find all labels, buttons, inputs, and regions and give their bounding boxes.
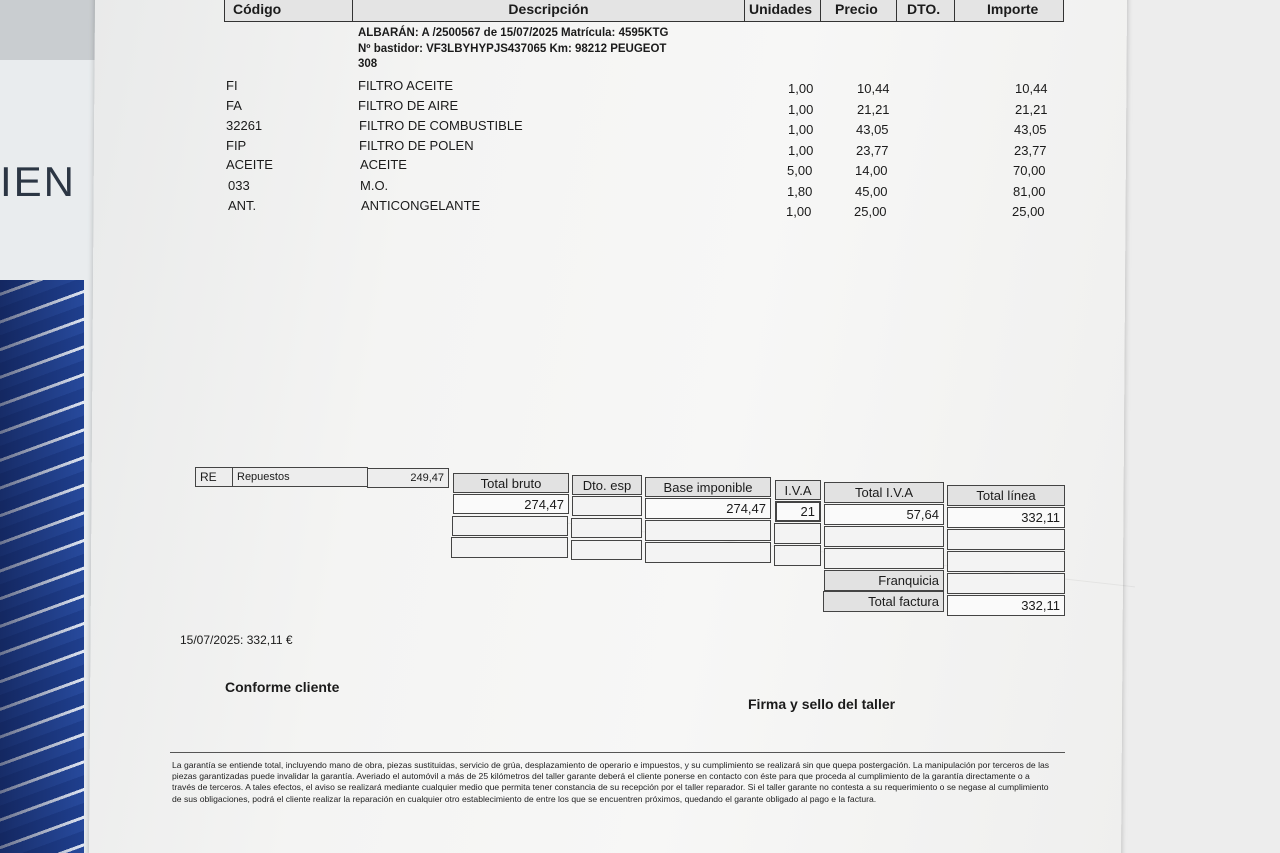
item-description: ACEITE	[360, 157, 407, 172]
items-header	[224, 0, 1064, 22]
header-descripcion: Descripción	[353, 0, 745, 21]
franquicia-label: Franquicia	[824, 570, 944, 591]
re-value: 249,47	[367, 468, 449, 488]
workshop-signature-label: Firma y sello del taller	[748, 696, 896, 712]
item-code: FI	[226, 78, 238, 93]
item-amount: 10,44	[1015, 81, 1048, 96]
iva-empty-1	[774, 523, 821, 544]
item-description: M.O.	[360, 178, 389, 193]
base-empty-2	[645, 542, 771, 563]
item-description: FILTRO DE COMBUSTIBLE	[359, 118, 523, 133]
total-factura-label: Total factura	[823, 591, 944, 612]
total-linea-value: 332,11	[947, 507, 1065, 528]
total-linea-empty-1	[947, 529, 1065, 550]
item-amount: 70,00	[1013, 163, 1046, 178]
item-description: FILTRO DE POLEN	[359, 138, 474, 153]
dto-esp-empty-2	[571, 540, 642, 560]
base-imponible-value: 274,47	[645, 498, 771, 519]
item-code: 32261	[226, 118, 263, 133]
item-price: 45,00	[855, 184, 888, 199]
total-iva-empty-1	[824, 526, 944, 547]
legal-divider	[170, 752, 1065, 753]
background-left-top	[0, 0, 96, 60]
header-precio: Precio	[821, 0, 897, 21]
item-units: 1,00	[788, 122, 814, 137]
item-amount: 25,00	[1012, 204, 1045, 219]
base-imponible-header: Base imponible	[645, 477, 771, 497]
dto-esp-empty-1	[571, 518, 642, 538]
re-label: Repuestos	[232, 467, 368, 487]
item-code: 033	[228, 178, 250, 193]
item-units: 1,00	[788, 143, 814, 158]
dto-esp-value	[572, 496, 642, 516]
item-code: FIP	[226, 138, 247, 153]
item-amount: 23,77	[1014, 143, 1047, 158]
item-description: ANTICONGELANTE	[361, 198, 481, 213]
background-right-object	[1110, 0, 1280, 853]
albaran-line-2: Nº bastidor: VF3LBYHYPJS437065 Km: 98212 PEUGEOT	[358, 42, 667, 55]
item-code: FA	[226, 98, 242, 113]
total-iva-empty-2	[824, 548, 944, 569]
header-dto: DTO.	[897, 0, 955, 21]
iva-empty-2	[774, 545, 821, 566]
item-units: 1,00	[786, 204, 812, 219]
total-bruto-empty-2	[451, 537, 568, 558]
item-price: 21,21	[857, 102, 890, 117]
item-code: ANT.	[228, 198, 257, 213]
dto-esp-header: Dto. esp	[572, 475, 642, 495]
iva-value: 21	[775, 501, 821, 522]
item-price: 14,00	[855, 163, 888, 178]
item-price: 10,44	[857, 81, 890, 96]
albaran-line-3: 308	[358, 58, 378, 70]
total-iva-header: Total I.V.A	[824, 482, 944, 503]
re-code: RE	[195, 467, 233, 487]
total-linea-empty-2	[947, 551, 1065, 572]
item-price: 23,77	[856, 143, 889, 158]
item-code: ACEITE	[226, 157, 273, 172]
total-iva-value: 57,64	[824, 504, 944, 525]
iva-header: I.V.A	[775, 480, 821, 500]
background-brand-text: IEN	[0, 158, 77, 205]
total-factura-value: 332,11	[947, 595, 1065, 616]
header-codigo: Código	[225, 0, 353, 21]
total-bruto-value: 274,47	[453, 494, 569, 514]
albaran-line-1: ALBARÁN: A /2500567 de 15/07/2025 Matrícula: 4595KTG	[358, 27, 669, 39]
client-signature-label: Conforme cliente	[225, 679, 340, 695]
albaran-info	[358, 26, 668, 73]
item-amount: 43,05	[1014, 122, 1047, 137]
base-empty-1	[645, 520, 771, 541]
legal-warranty-text: La garantía se entiende total, incluyendo mano de obra, piezas sustituidas, servicio de grúa, desplazamiento de operario e impuestos, y su cumplimiento se realizará sin que quepa postergación. La manipulación por terceros de las piezas garantizadas puede invalidar la garantía. Averiado el automóvil a más de 25 kilómetros del taller garante deberá el cliente ponerse en contacto con éste para que proceda al cumplimiento de la garantía directamente o a través de terceros. A tales efectos, el aviso se realizará mediante cualquier medio que permita tener constancia de su recepción por el taller reparador. Si el taller garante no contesta a su requerimiento o se negase al cumplimiento de sus obligaciones, podrá el cliente realizar la reparación en cualquier otro establecimiento de entre los que se encuentren próximos, quedando el garante obligado al pago e la factura.	[172, 760, 1050, 804]
total-linea-header: Total línea	[947, 485, 1065, 506]
item-amount: 21,21	[1015, 102, 1048, 117]
item-price: 25,00	[854, 204, 887, 219]
item-units: 1,00	[788, 81, 814, 96]
item-description: FILTRO ACEITE	[358, 78, 454, 93]
item-amount: 81,00	[1013, 184, 1046, 199]
header-importe: Importe	[987, 1, 1039, 17]
item-price: 43,05	[856, 122, 889, 137]
item-description: FILTRO DE AIRE	[358, 98, 459, 113]
item-units: 1,00	[788, 102, 814, 117]
payment-date-line: 15/07/2025: 332,11 €	[180, 633, 293, 647]
item-units: 5,00	[787, 163, 813, 178]
total-bruto-header: Total bruto	[453, 473, 569, 493]
franquicia-value	[947, 573, 1065, 594]
background-blue-shade	[0, 280, 84, 853]
header-unidades: Unidades	[745, 0, 821, 21]
total-bruto-empty-1	[452, 516, 568, 536]
item-units: 1,80	[787, 184, 813, 199]
